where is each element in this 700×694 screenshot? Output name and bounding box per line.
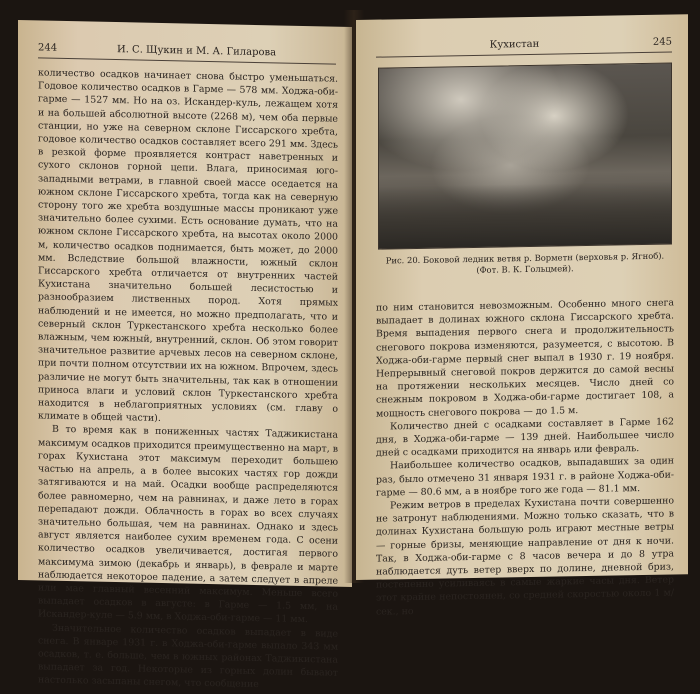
photo-caption: Рис. 20. Боковой ледник ветвя р. Ворметн (верховья р. Ягноб). (Фот. В. К. Гольцмей). xyxy=(385,250,665,275)
left-page-header xyxy=(38,42,336,64)
right-page-header xyxy=(376,36,672,57)
left-page-body xyxy=(38,66,338,693)
page-number: 244 xyxy=(38,42,58,54)
paragraph: Значительное количество осадков выпадает в виде снега. В январе 1931 г. в Ходжа-оби-гарме выпало 343 мм осадков, т. е. больше, чем в южных районах Таджикистана выпадает за год. Некоторые из горных долин бывают настолько засыпаны снегом, что сообщение xyxy=(38,622,338,691)
paragraph: количество осадков начинает снова быстро уменьшаться. Годовое количество осадков в Гарме — 578 мм. Ходжа-оби-гарме — 1527 мм. Но на оз. Искандер-куль, лежащем хотя и на большей абсолютной высоте (2268 м), чем оба первые станции, но уже на северном склоне Гиссарского хребта, годовое количество осадков составляет всего 291 мм. Здесь в резкой форме проявляется контраст наветренных и сухого склонов горной цепи. Влага, приносимая юго-западными ветрами, в главной своей массе оседается на южном склоне Гиссарского хребта, тогда как на северную сторону того же хребта воздушные массы проникают уже значительно более сухими. Есть основание думать, что на южном склоне Гиссарского хребта, на высотах около 2000 м, количество осадков поднимается, быть может, до 2000 мм. Вследствие большой влажности, южный склон Гиссарского хребта отличается от внутренних частей Кухистана значительно большей лесистостью и разнообразием лиственных пород. Хотя прямых наблюдений и не имеется, но можно предполагать, что и северный склон Туркестанского хребта несколько более влажным, чем южный, внутренний, склон. Об этом говорит значительное развитие арчевых лесов на северном склоне, при почти полном отсутствии их на южном. Впрочем, здесь различие не могут быть значительны, так как в отношении приноса влаги и условий склон Туркестанского хребта находится в неблагоприятных условиях (см. главу о климате в общей части). xyxy=(38,67,338,425)
paragraph: Наибольшее количество осадков, выпадавших за один раз, было отмечено 31 января 1931 г. в районе Ходжа-оби-гарме — 80.6 мм, а в ноябре того же года — 81.1 мм. xyxy=(376,455,674,499)
page-number: 245 xyxy=(652,36,672,48)
right-page xyxy=(356,14,688,618)
mountain-ridge xyxy=(379,182,671,249)
running-head: Кухистан xyxy=(489,38,540,51)
paragraph: по ним становится невозможным. Особенно много снега выпадает в долинах южного склона Гиссарского хребта. Время выпадения первого снега и продолжительность снегового покрова изменяются, разумеется, с высотою. В Ходжа-оби-гарме первый снег выпал в 1930 г. 19 ноября. Непрерывный снеговой покров держится до самой весны на протяжении нескольких месяцев. Число дней со снежным покровом в Ходжа-оби-гарме достигает 108, а мощность снегового покрова — до 1.5 м. xyxy=(376,297,674,420)
paragraph: Режим ветров в пределах Кухистана почти совершенно не затронут наблюдениями. Можно только сказать, что в долинах Кухистана большую роль играют местные ветры — горные бризы, меняющие направление от дня к ночи. Так, в Ходжа-оби-гарме с 8 часов вечера и до 8 утра наблюдается дуть ветер вверх по долине, дневной бриз, постепенно усиливаясь в самые жаркие часы дня. Ветер этот крайне непостоянен, со средней скоростью около 1 м/сек., но xyxy=(376,495,674,618)
right-page-body xyxy=(376,296,674,618)
paragraph: Количество дней с осадками составляет в Гарме 162 дня, в Ходжа-оби-гарме — 139 дней. Наибольшее число дней с осадками приходится на январь или февраль. xyxy=(376,416,674,459)
paragraph: В то время как в пониженных частях Таджикистана максимум осадков приходится преимущественно на март, в горах Кухистана этот максимум переходит большею частью на апрель, а в более высоких частях гор дожди затягиваются и на май. Осадки вообще распределяются более равномерно, чем на равнинах, и даже лето в горах перепадают дожди. Облачность в горах во всех случаях значительно большая, чем на равнинах. Однако и здесь август является наиболее сухим временем года. С осени количество осадков увеличивается, достигая первого максимума зимою (декабрь и январь), в феврале и марте наблюдается некоторое падение, а затем следует в апреле или мае главный весенний максимум. Меньше всего выпадает осадков в августе: в Гарме — 1.5 мм, на Искандер-куле — 5.9 мм, в Ходжа-оби-гарме — 11 мм. xyxy=(38,424,338,626)
glacier-photograph xyxy=(378,62,672,249)
running-head: И. С. Щукин и М. А. Гиларова xyxy=(116,44,277,59)
left-page xyxy=(18,20,352,691)
